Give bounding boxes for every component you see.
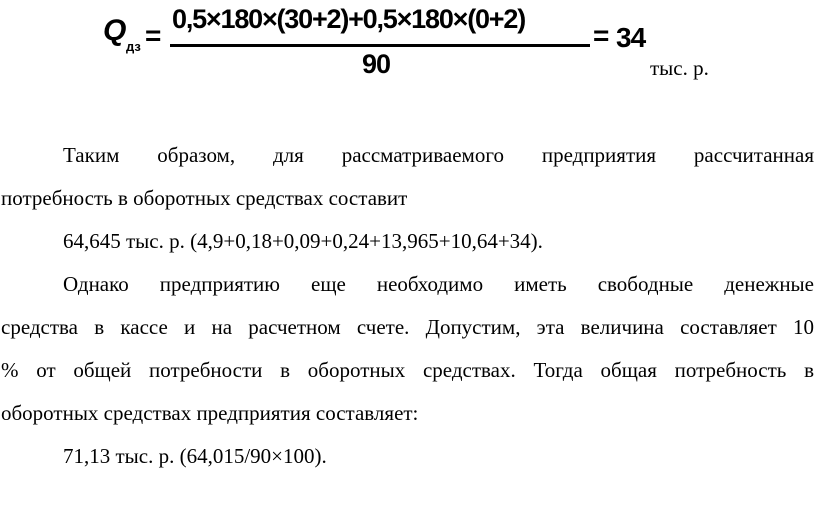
formula-result-equals-sign: = xyxy=(593,20,610,51)
formula xyxy=(0,0,816,90)
paragraph-3-line-2: средства в кассе и на расчетном счете. Допустим, эта величина составляет 10 xyxy=(1,315,814,339)
formula-denominator: 90 xyxy=(362,49,391,79)
paragraph-3-line-1: Однако предприятию еще необходимо иметь свободные денежные xyxy=(63,272,814,296)
formula-subscript: дз xyxy=(126,39,141,54)
formula-unit: тыс. р. xyxy=(650,56,709,80)
formula-result: 34 xyxy=(616,22,646,53)
fraction-line xyxy=(170,44,590,47)
paragraph-1-line-1: Таким образом, для рассматриваемого предприятия рассчитанная xyxy=(63,143,814,167)
paragraph-4: 71,13 тыс. р. (64,015/90×100). xyxy=(63,444,327,468)
paragraph-2: 64,645 тыс. р. (4,9+0,18+0,09+0,24+13,965+10,64+34). xyxy=(63,229,543,253)
formula-equals-sign: = xyxy=(145,20,162,51)
paragraph-1-line-2: потребность в оборотных средствах составит xyxy=(1,186,408,210)
paragraph-3-line-4: оборотных средствах предприятия составляет: xyxy=(1,401,419,425)
formula-symbol: Q xyxy=(103,14,126,47)
paragraph-3-line-3: % от общей потребности в оборотных средствах. Тогда общая потребность в xyxy=(1,358,814,382)
formula-numerator: 0,5×180×(30+2)+0,5×180×(0+2) xyxy=(172,4,525,34)
